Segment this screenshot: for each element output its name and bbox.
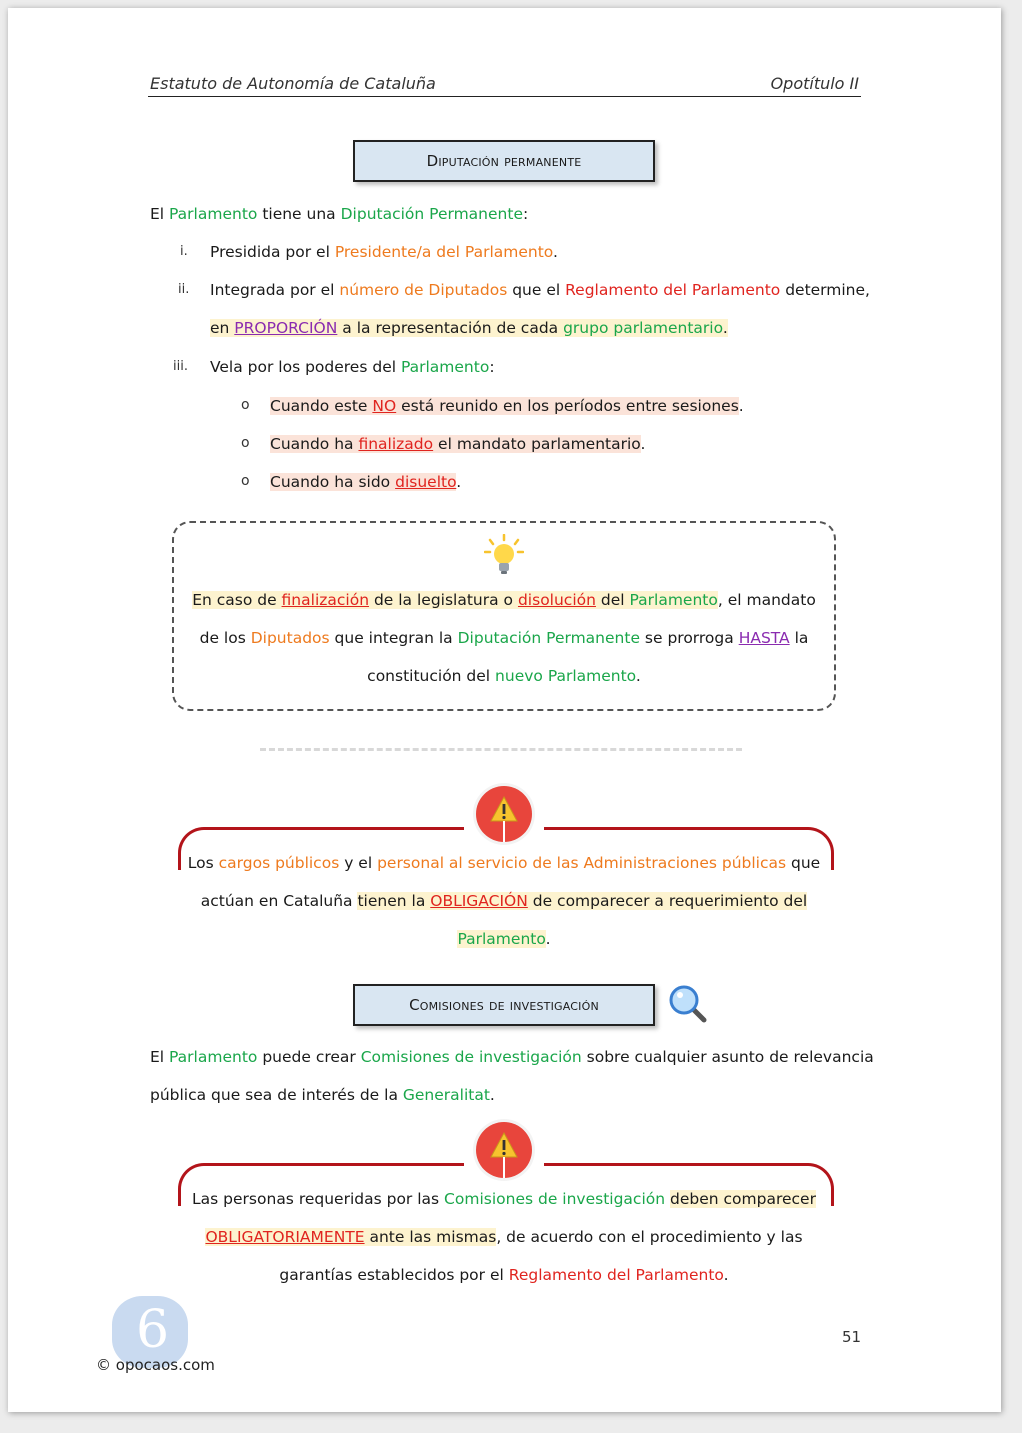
sub-list-item: Cuando este NO está reunido en los períodos entre sesiones. (270, 397, 744, 415)
list-number: ii. (178, 282, 190, 297)
list-item: Presidida por el Presidente/a del Parlamento. (210, 243, 558, 261)
list-item: Integrada por el número de Diputados que el Reglamento del Parlamento determine, (210, 281, 870, 299)
page-number: 51 (842, 1328, 862, 1346)
note-line-2: de los Diputados que integran la Diputación Permanente se prorroga HASTA la (199, 629, 809, 647)
copyright-text: © opocaos.com (96, 1356, 215, 1374)
list-number: i. (180, 244, 188, 259)
para2-line-2: pública que sea de interés de la Generalitat. (150, 1086, 495, 1104)
warning-icon (476, 786, 532, 842)
document-page (8, 8, 1001, 1412)
bullet: o (241, 435, 250, 451)
header-chapter: Opotítulo II (770, 74, 859, 93)
note-line-3: constitución del nuevo Parlamento. (367, 667, 641, 685)
magnifier-icon (668, 984, 708, 1024)
bullet: o (241, 397, 250, 413)
sub-list-item: Cuando ha finalizado el mandato parlamentario. (270, 435, 646, 453)
list-item-continuation: en PROPORCIÓN a la representación de cada grupo parlamentario. (210, 319, 728, 337)
para2-line-1: El Parlamento puede crear Comisiones de investigación sobre cualquier asunto de relevancia (150, 1048, 874, 1066)
page-header (148, 74, 861, 97)
separator (260, 748, 742, 755)
warning2-line-3: garantías establecidos por el Reglamento del Parlamento. (279, 1266, 729, 1284)
header-title: Estatuto de Autonomía de Cataluña (150, 74, 436, 93)
lightbulb-icon (484, 534, 524, 578)
list-item: Vela por los poderes del Parlamento: (210, 358, 495, 376)
warning1-line-2: actúan en Cataluña tienen la OBLIGACIÓN de comparecer a requerimiento del (200, 892, 808, 910)
intro-paragraph: El Parlamento tiene una Diputación Permanente: (150, 205, 529, 223)
list-number: iii. (173, 359, 188, 374)
bullet: o (241, 473, 250, 489)
warning-icon (476, 1122, 532, 1178)
warning2-line-2: OBLIGATORIAMENTE ante las mismas, de acuerdo con el procedimiento y las (205, 1228, 803, 1246)
section-title-comisiones: Comisiones de investigación (353, 984, 655, 1026)
site-logo: 6 (112, 1296, 188, 1368)
warning1-line-3: Parlamento. (457, 930, 551, 948)
warning1-line-1: Los cargos públicos y el personal al servicio de las Administraciones públicas que (187, 854, 821, 872)
sub-list-item: Cuando ha sido disuelto. (270, 473, 462, 491)
warning2-line-1: Las personas requeridas por las Comisiones de investigación deben comparecer (192, 1190, 816, 1208)
note-line-1: En caso de finalización de la legislatura o disolución del Parlamento, el mandato (192, 591, 816, 609)
section-title-diputacion: Diputación permanente (353, 140, 655, 182)
